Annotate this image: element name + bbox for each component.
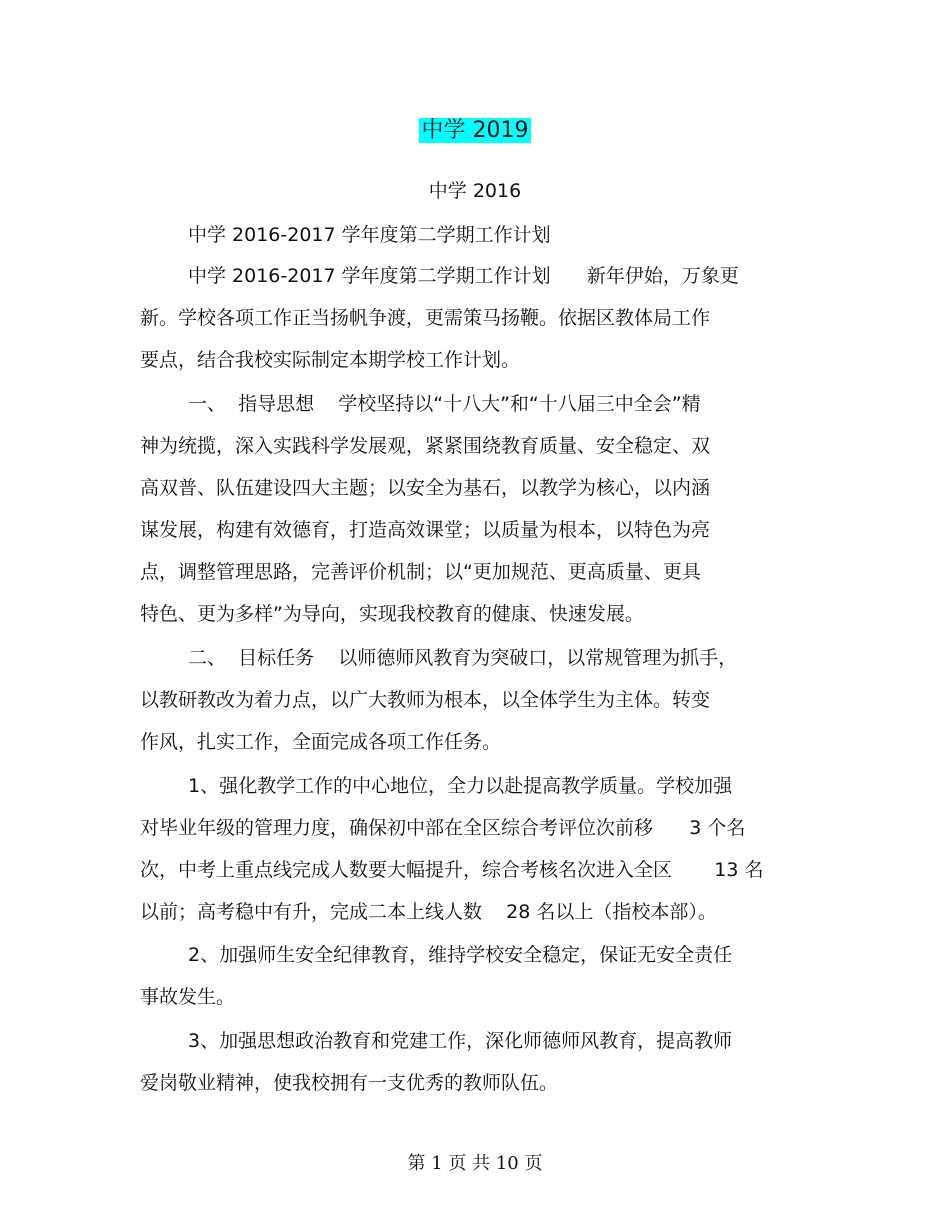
paragraph-line: 新。学校各项工作正当扬帆争渡，更需策马扬鞭。依据区教体局工作	[140, 307, 711, 329]
document-subtitle: 中学 2016	[428, 180, 522, 202]
plan-title: 中学 2016-2017 学年度第二学期工作计划	[188, 224, 551, 246]
paragraph-line: 以前；高考稳中有升，完成二本上线人数 28 名以上（指校本部）。	[140, 901, 717, 923]
paragraph-line: 对毕业年级的管理力度，确保初中部在全区综合考评位次前移 3 个名	[140, 817, 746, 839]
section-heading-goals: 二、 目标任务 以师德师风教育为突破口，以常规管理为抓手，	[188, 647, 738, 669]
paragraph-line: 点，调整管理思路，完善评价机制；以“更加规范、更高质量、更具	[140, 561, 701, 583]
paragraph-line: 作风，扎实工作，全面完成各项工作任务。	[140, 731, 502, 753]
paragraph-line: 事故发生。	[140, 986, 236, 1008]
paragraph-line: 高双普、队伍建设四大主题；以安全为基石，以教学为核心，以内涵	[140, 477, 711, 499]
document-header	[0, 114, 950, 148]
list-item-1: 1、强化教学工作的中心地位，全力以赴提高教学质量。学校加强	[188, 775, 733, 797]
paragraph-line: 要点，结合我校实际制定本期学校工作计划。	[140, 349, 521, 371]
paragraph-line: 神为统揽，深入实践科学发展观，紧紧围绕教育质量、安全稳定、双	[140, 435, 711, 457]
page-number-footer: 第 1 页 共 10 页	[407, 1153, 543, 1174]
paragraph-line: 以教研教改为着力点，以广大教师为根本，以全体学生为主体。转变	[140, 689, 711, 711]
paragraph-line: 次，中考上重点线完成人数要大幅提升，综合考核名次进入全区 13 名	[140, 859, 764, 881]
list-item-2: 2、加强师生安全纪律教育，维持学校安全稳定，保证无安全责任	[188, 944, 733, 966]
paragraph-line: 爱岗敬业精神，使我校拥有一支优秀的教师队伍。	[140, 1072, 559, 1094]
paragraph-line: 谋发展，构建有效德育，打造高效课堂；以质量为根本，以特色为亮	[140, 519, 711, 541]
paragraph-line: 中学 2016-2017 学年度第二学期工作计划 新年伊始，万象更	[188, 265, 739, 287]
section-heading-guiding-thought: 一、 指导思想 学校坚持以“十八大”和“十八届三中全会”精	[188, 393, 701, 415]
highlighted-title: 中学 2019	[419, 118, 532, 143]
paragraph-line: 特色、更为多样”为导向，实现我校教育的健康、快速发展。	[140, 603, 644, 625]
list-item-3: 3、加强思想政治教育和党建工作，深化师德师风教育，提高教师	[188, 1030, 733, 1052]
